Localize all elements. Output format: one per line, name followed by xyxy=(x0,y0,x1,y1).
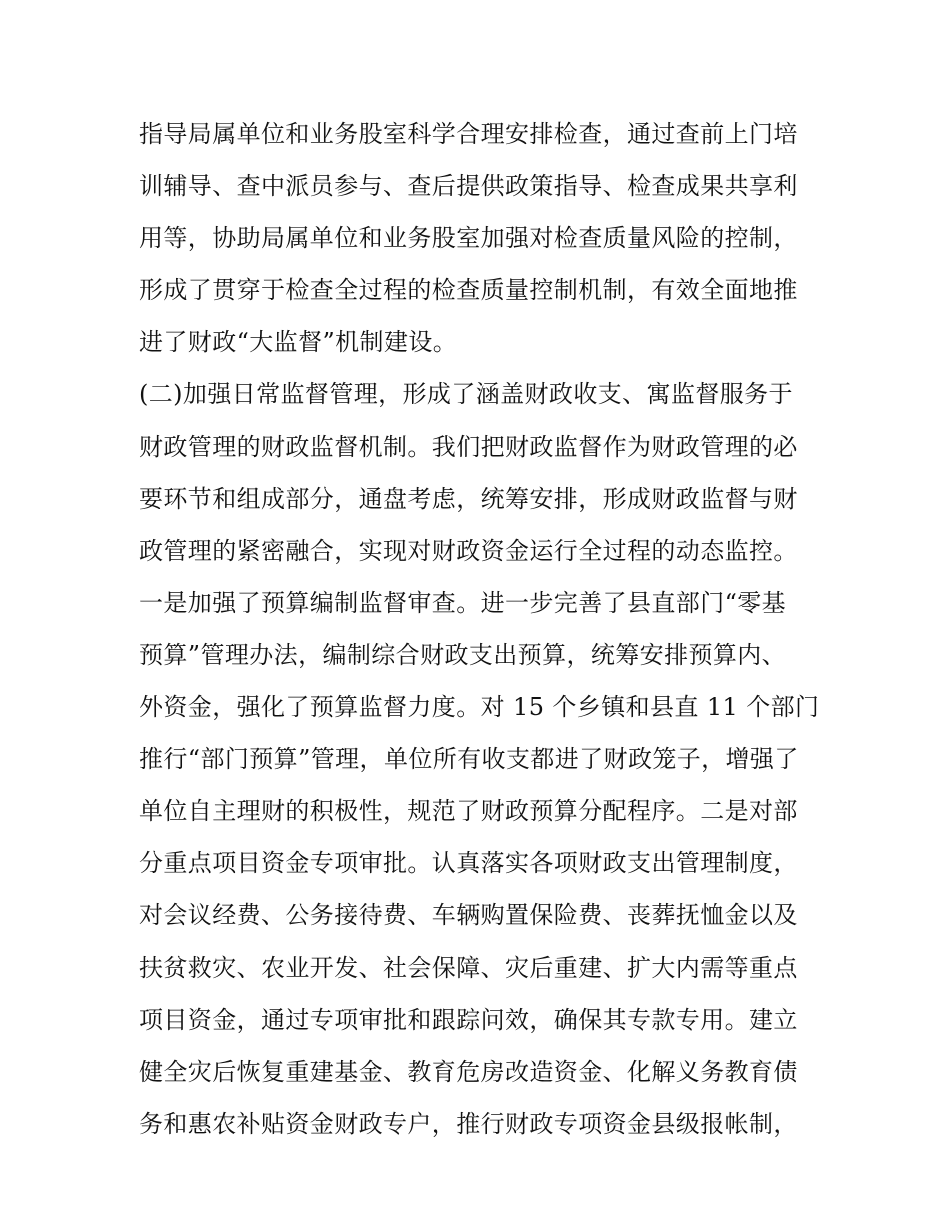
text-line: 务和惠农补贴资金财政专户，推行财政专项资金县级报帐制， xyxy=(139,1109,798,1138)
text-line: 项目资金，通过专项审批和跟踪问效，确保其专款专用。建立 xyxy=(139,1005,798,1034)
text-line: 预算”管理办法，编制综合财政支出预算，统筹安排预算内、 xyxy=(139,640,787,669)
text-line: 要环节和组成部分，通盘考虑，统筹安排，形成财政监督与财 xyxy=(139,484,798,513)
text-line: 形成了贯穿于检查全过程的检查质量控制机制，有效全面地推 xyxy=(139,276,798,305)
text-line: 进了财政“大监督”机制建设。 xyxy=(139,328,458,357)
text-line: 分重点项目资金专项审批。认真落实各项财政支出管理制度， xyxy=(139,849,798,878)
text-line: 推行“部门预算”管理，单位所有收支都进了财政笼子，增强了 xyxy=(139,745,799,774)
text-line: 用等，协助局属单位和业务股室加强对检查质量风险的控制， xyxy=(139,224,798,253)
text-line: 外资金，强化了预算监督力度。对 15 个乡镇和县直 11 个部门 xyxy=(139,693,820,722)
text-line: 指导局属单位和业务股室科学合理安排检查，通过查前上门培 xyxy=(139,120,798,148)
text-line: 财政管理的财政监督机制。我们把财政监督作为财政管理的必 xyxy=(139,432,798,461)
section-heading-line: (二)加强日常监督管理，形成了涵盖财政收支、寓监督服务于 xyxy=(139,380,793,409)
text-line: 对会议经费、公务接待费、车辆购置保险费、丧葬抚恤金以及 xyxy=(139,901,798,930)
body-text xyxy=(139,108,819,1150)
text-line: 单位自主理财的积极性，规范了财政预算分配程序。二是对部 xyxy=(139,797,798,826)
text-line: 健全灾后恢复重建基金、教育危房改造资金、化解义务教育债 xyxy=(139,1057,798,1086)
text-line: 政管理的紧密融合，实现对财政资金运行全过程的动态监控。 xyxy=(139,536,798,565)
text-line: 一是加强了预算编制监督审查。进一步完善了县直部门“零基 xyxy=(139,588,787,617)
text-line: 扶贫救灾、农业开发、社会保障、灾后重建、扩大内需等重点 xyxy=(139,953,798,982)
text-line: 训辅导、查中派员参与、查后提供政策指导、检查成果共享利 xyxy=(139,172,798,201)
